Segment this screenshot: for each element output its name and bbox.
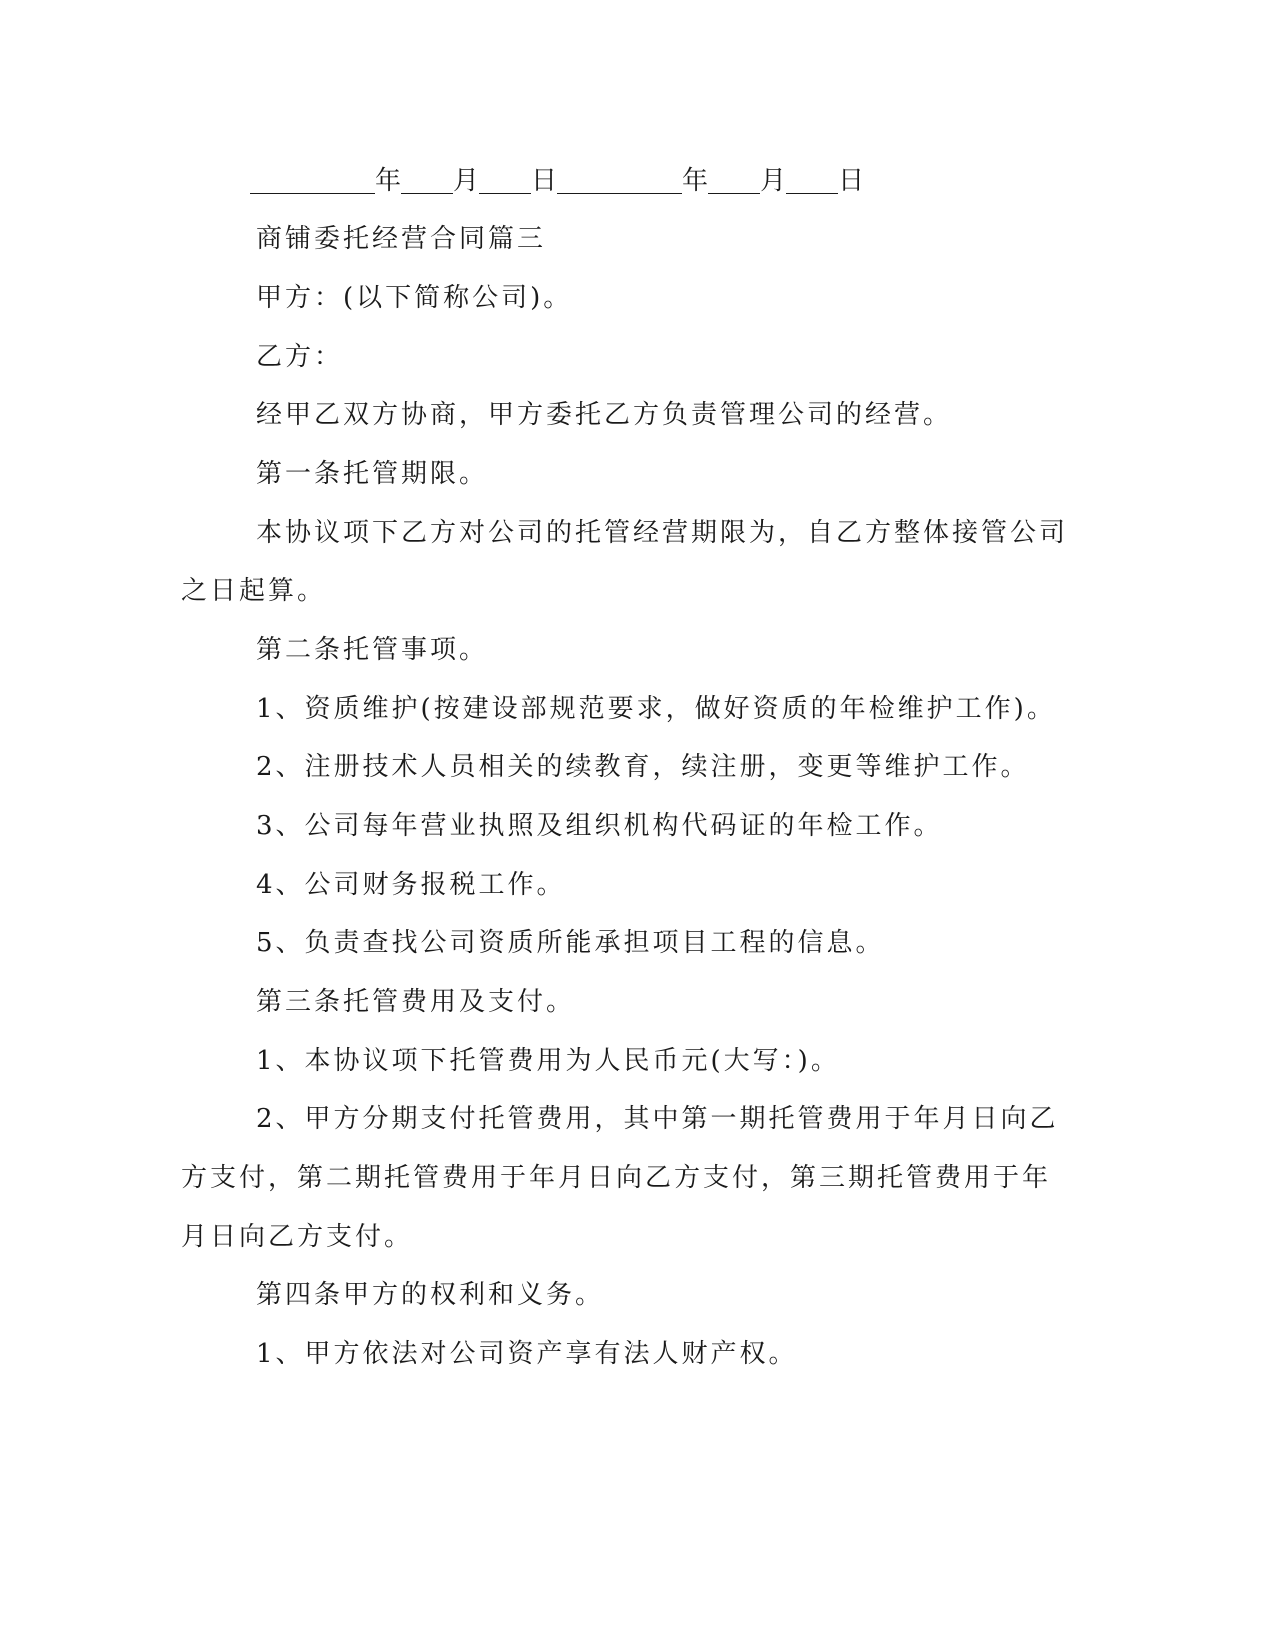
party-b-line: 乙方：	[256, 342, 344, 372]
signature-date-row	[250, 164, 864, 198]
article-2-title: 第二条托管事项。	[256, 635, 489, 665]
day-label-1: 日	[531, 166, 558, 196]
month-label-1: 月	[453, 166, 480, 196]
article-3-item-2-line-2: 方支付，第二期托管费用于年月日向乙方支付，第三期托管费用于年	[181, 1163, 1052, 1193]
article-4-title: 第四条甲方的权利和义务。	[256, 1280, 605, 1310]
article-4-item-1: 1、甲方依法对公司资产享有法人财产权。	[256, 1339, 798, 1369]
party-a-line: 甲方：(以下简称公司)。	[256, 283, 573, 313]
day-blank-1[interactable]	[479, 167, 531, 194]
article-2-item-2: 2、注册技术人员相关的续教育，续注册，变更等维护工作。	[256, 752, 1030, 782]
contract-heading: 商铺委托经营合同篇三	[256, 224, 547, 254]
month-label-2: 月	[760, 166, 787, 196]
article-3-item-1: 1、本协议项下托管费用为人民币元(大写：)。	[256, 1046, 840, 1076]
year-label-1: 年	[375, 166, 402, 196]
article-3-item-2-line-1: 2、甲方分期支付托管费用，其中第一期托管费用于年月日向乙	[256, 1104, 1059, 1134]
article-2-item-1: 1、资质维护(按建设部规范要求，做好资质的年检维护工作)。	[256, 694, 1056, 724]
year-blank-2[interactable]	[557, 167, 682, 194]
day-label-2: 日	[838, 166, 865, 196]
article-1-body-line-1: 本协议项下乙方对公司的托管经营期限为，自乙方整体接管公司	[256, 518, 1069, 548]
article-2-item-5: 5、负责查找公司资质所能承担项目工程的信息。	[256, 928, 885, 958]
month-blank-1[interactable]	[401, 167, 453, 194]
day-blank-2[interactable]	[786, 167, 838, 194]
article-1-title: 第一条托管期限。	[256, 459, 489, 489]
preamble-paragraph: 经甲乙双方协商，甲方委托乙方负责管理公司的经营。	[256, 400, 953, 430]
article-1-body-line-2: 之日起算。	[181, 576, 327, 606]
article-3-item-2-line-3: 月日向乙方支付。	[181, 1222, 414, 1252]
article-3-title: 第三条托管费用及支付。	[256, 987, 576, 1017]
article-2-item-4: 4、公司财务报税工作。	[256, 870, 566, 900]
month-blank-2[interactable]	[708, 167, 760, 194]
year-blank-1[interactable]	[250, 167, 375, 194]
article-2-item-3: 3、公司每年营业执照及组织机构代码证的年检工作。	[256, 811, 943, 841]
year-label-2: 年	[682, 166, 709, 196]
